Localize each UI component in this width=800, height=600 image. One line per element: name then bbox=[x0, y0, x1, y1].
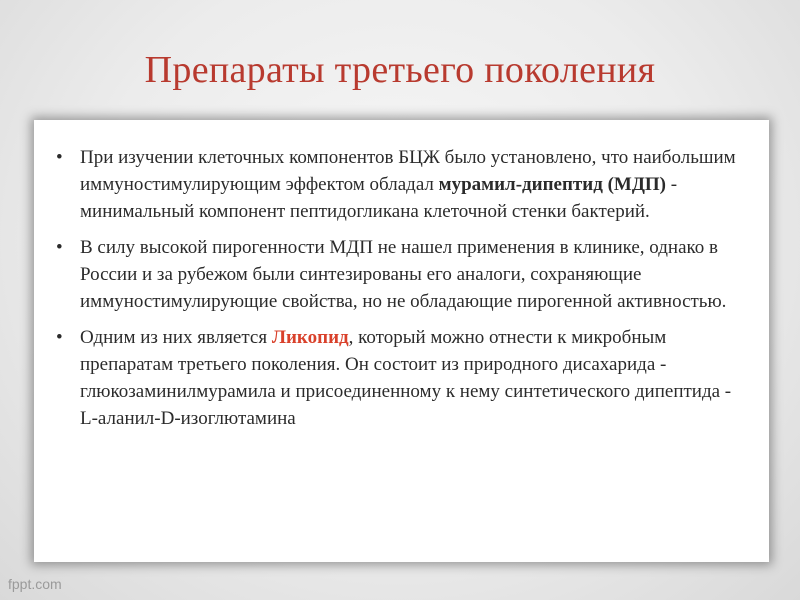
bullet-dot-icon: • bbox=[56, 327, 63, 348]
bullet-2-text-1: В силу высокой пирогенности МДП не нашел применения в клинике, однако в России и за рубежом были синтезированы его аналоги, сохраняющие иммуностимулирующие свойства, но не обладающие пирогенной активностью. bbox=[80, 237, 727, 312]
slide-title: Препараты третьего поколения bbox=[144, 49, 656, 91]
bullet-1-text-2: - минимальный компонент пептидогликана клеточной стенки бактерий. bbox=[80, 174, 678, 222]
content-panel bbox=[34, 120, 769, 562]
bullet-item-2 bbox=[54, 234, 749, 315]
bullet-dot-icon: • bbox=[56, 147, 63, 168]
bullet-item-3 bbox=[54, 324, 749, 432]
bullet-3-highlight-term: Ликопид bbox=[271, 327, 349, 348]
watermark-text: fppt.com bbox=[8, 576, 62, 592]
bullet-dot-icon: • bbox=[56, 237, 63, 258]
bullet-3-text-2: , который можно отнести к микробным препаратам третьего поколения. Он состоит из природного дисахарида - глюкозаминилмурамила и присоединенному к нему синтетического дипептида - L-аланил-D-изоглютамина bbox=[80, 327, 732, 429]
bullet-item-1 bbox=[54, 144, 749, 225]
bullet-3-text-1: Одним из них является bbox=[80, 327, 272, 348]
bullet-1-bold-term: мурамил-дипептид (МДП) bbox=[438, 174, 667, 195]
bullet-1-text-1: При изучении клеточных компонентов БЦЖ было установлено, что наибольшим иммуностимулирующим эффектом обладал bbox=[80, 147, 736, 195]
bullet-list bbox=[54, 144, 749, 432]
